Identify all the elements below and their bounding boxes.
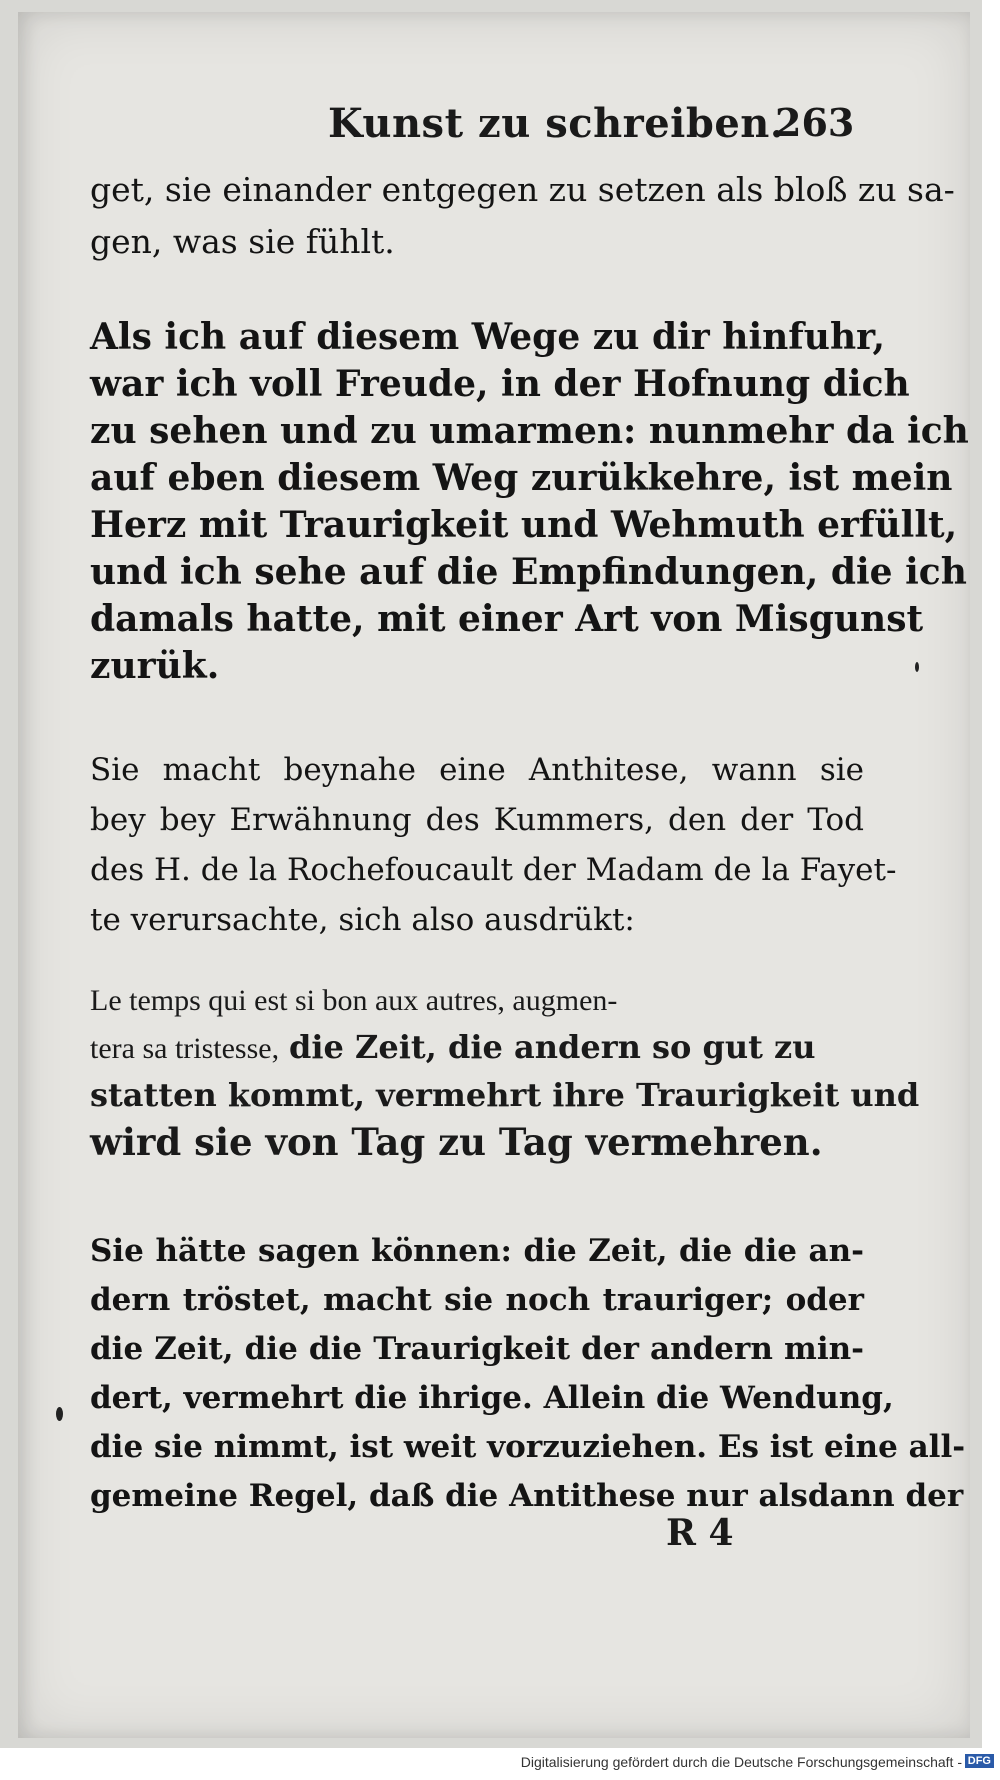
text-line: damals hatte, mit einer Art von Misgunst [90, 598, 924, 640]
text-line: zurük. [90, 645, 220, 687]
text-line: get, sie einander entgegen zu setzen als bloß zu sa- [90, 170, 955, 209]
text-line: gemeine Regel, daß die Antithese nur alsdann der [90, 1478, 964, 1514]
text-line: gen, was sie fühlt. [90, 222, 395, 261]
paragraph-3 [90, 745, 897, 945]
text-line: die sie nimmt, ist weit vorzuziehen. Es ist eine all- [90, 1429, 966, 1465]
quote-line-german: wird sie von Tag zu Tag vermehren. [90, 1120, 823, 1164]
french-quote-block [90, 977, 920, 1166]
text-line: te verursachte, sich also ausdrükt: [90, 902, 635, 938]
quote-line-mixed [90, 1024, 864, 1072]
book-page [18, 12, 970, 1738]
text-line: bey bey Erwähnung des Kummers, den der Tod [90, 802, 864, 838]
page-header [18, 100, 970, 152]
quote-line-french: Le temps qui est si bon aux autres, augmen- [90, 984, 618, 1017]
text-line: zu sehen und zu umarmen: nunmehr da ich [90, 410, 969, 452]
text-line: dern tröstet, macht sie noch trauriger; oder [90, 1282, 864, 1318]
dfg-logo: DFG [965, 1754, 994, 1768]
signature-mark: R 4 [666, 1512, 734, 1554]
text-line: dert, vermehrt die ihrige. Allein die Wendung, [90, 1380, 894, 1416]
text-line: Herz mit Traurigkeit und Wehmuth erfüllt, [90, 504, 958, 546]
page-number: 263 [775, 100, 855, 145]
digitization-footer [0, 1748, 1000, 1780]
ink-speck [915, 662, 919, 672]
text-line: Als ich auf diesem Wege zu dir hinfuhr, [90, 316, 886, 358]
quote-french-fragment: tera sa tristesse, [90, 1032, 280, 1065]
paragraph-4 [90, 1227, 966, 1521]
text-line: war ich voll Freude, in der Hofnung dich [90, 363, 910, 405]
text-line: die Zeit, die die Traurigkeit der andern min- [90, 1331, 864, 1367]
ink-speck [56, 1407, 63, 1421]
paragraph-1 [90, 164, 955, 268]
text-line: Sie hätte sagen können: die Zeit, die die an- [90, 1233, 864, 1269]
quote-german-fragment: die Zeit, die andern so gut zu [288, 1028, 816, 1066]
text-line: Sie macht beynahe eine Anthitese, wann sie [90, 752, 864, 788]
text-line: des H. de la Rochefoucault der Madam de la Fayet- [90, 852, 897, 888]
funding-credit: Digitalisierung gefördert durch die Deutsche Forschungsgemeinschaft - [520, 1754, 962, 1770]
quote-line-german: statten kommt, vermehrt ihre Traurigkeit und [90, 1076, 920, 1114]
running-title: Kunst zu schreiben. [328, 100, 785, 147]
paragraph-2 [90, 314, 969, 690]
text-line: auf eben diesem Weg zurükkehre, ist mein [90, 457, 953, 499]
text-line: und ich sehe auf die Empfindungen, die ich [90, 551, 967, 593]
